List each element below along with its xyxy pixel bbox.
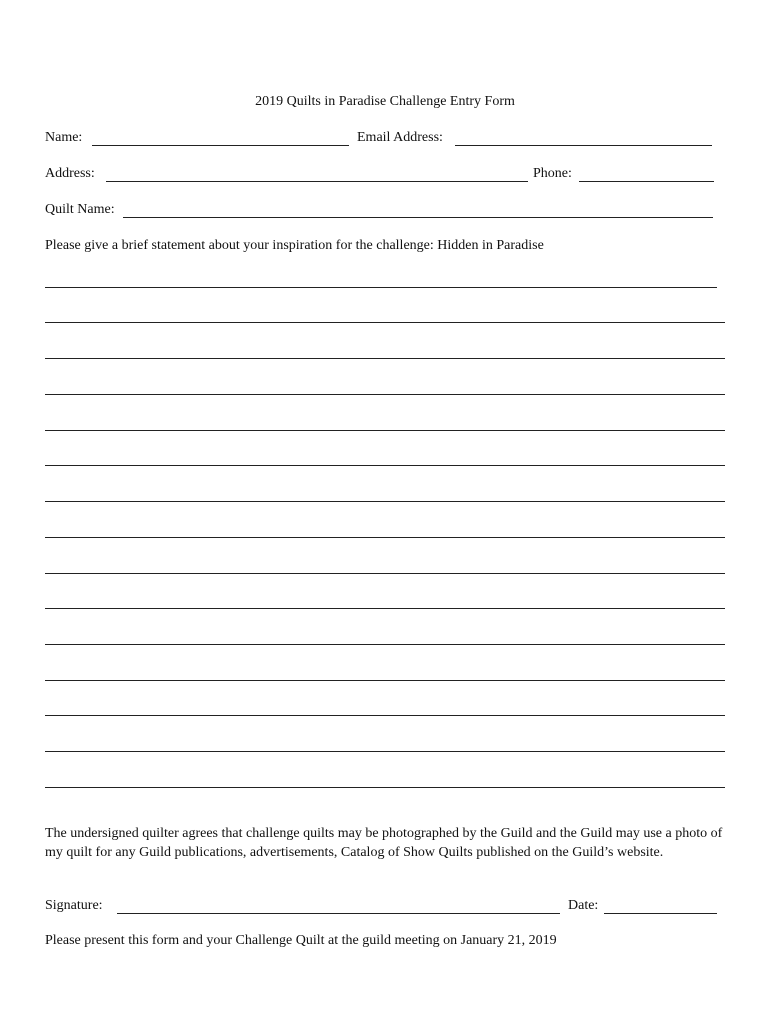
statement-line[interactable] (45, 465, 725, 466)
date-field-line[interactable] (604, 913, 717, 914)
agreement-text: The undersigned quilter agrees that challenge quilts may be photographed by the Guild and the Guild may use a photo of my quilt for any Guild publications, advertisements, Catalog of Show Quilts published on the Guild’s website. (45, 826, 723, 860)
statement-line[interactable] (45, 358, 725, 359)
statement-line[interactable] (45, 751, 725, 752)
signature-label: Signature: (45, 898, 103, 913)
date-label: Date: (568, 898, 599, 913)
footer-note: Please present this form and your Challenge Quilt at the guild meeting on January 21, 2019 (45, 933, 557, 948)
statement-line[interactable] (45, 322, 725, 323)
statement-line[interactable] (45, 537, 725, 538)
statement-line[interactable] (45, 394, 725, 395)
name-field-line[interactable] (92, 145, 349, 146)
email-field-line[interactable] (455, 145, 712, 146)
quilt-name-field-line[interactable] (123, 217, 713, 218)
address-field-line[interactable] (106, 181, 528, 182)
statement-line[interactable] (45, 573, 725, 574)
statement-line[interactable] (45, 287, 717, 288)
quilt-name-label: Quilt Name: (45, 202, 115, 217)
statement-prompt: Please give a brief statement about your inspiration for the challenge: Hidden in Paradise (45, 238, 544, 253)
address-label: Address: (45, 166, 95, 181)
statement-line[interactable] (45, 787, 725, 788)
statement-line[interactable] (45, 430, 725, 431)
phone-label: Phone: (533, 166, 572, 181)
statement-line[interactable] (45, 501, 725, 502)
name-label: Name: (45, 130, 83, 145)
phone-field-line[interactable] (579, 181, 714, 182)
email-label: Email Address: (357, 130, 443, 145)
statement-line[interactable] (45, 608, 725, 609)
statement-line[interactable] (45, 644, 725, 645)
statement-line[interactable] (45, 715, 725, 716)
form-title: 2019 Quilts in Paradise Challenge Entry Form (255, 94, 515, 109)
signature-field-line[interactable] (117, 913, 560, 914)
statement-line[interactable] (45, 680, 725, 681)
